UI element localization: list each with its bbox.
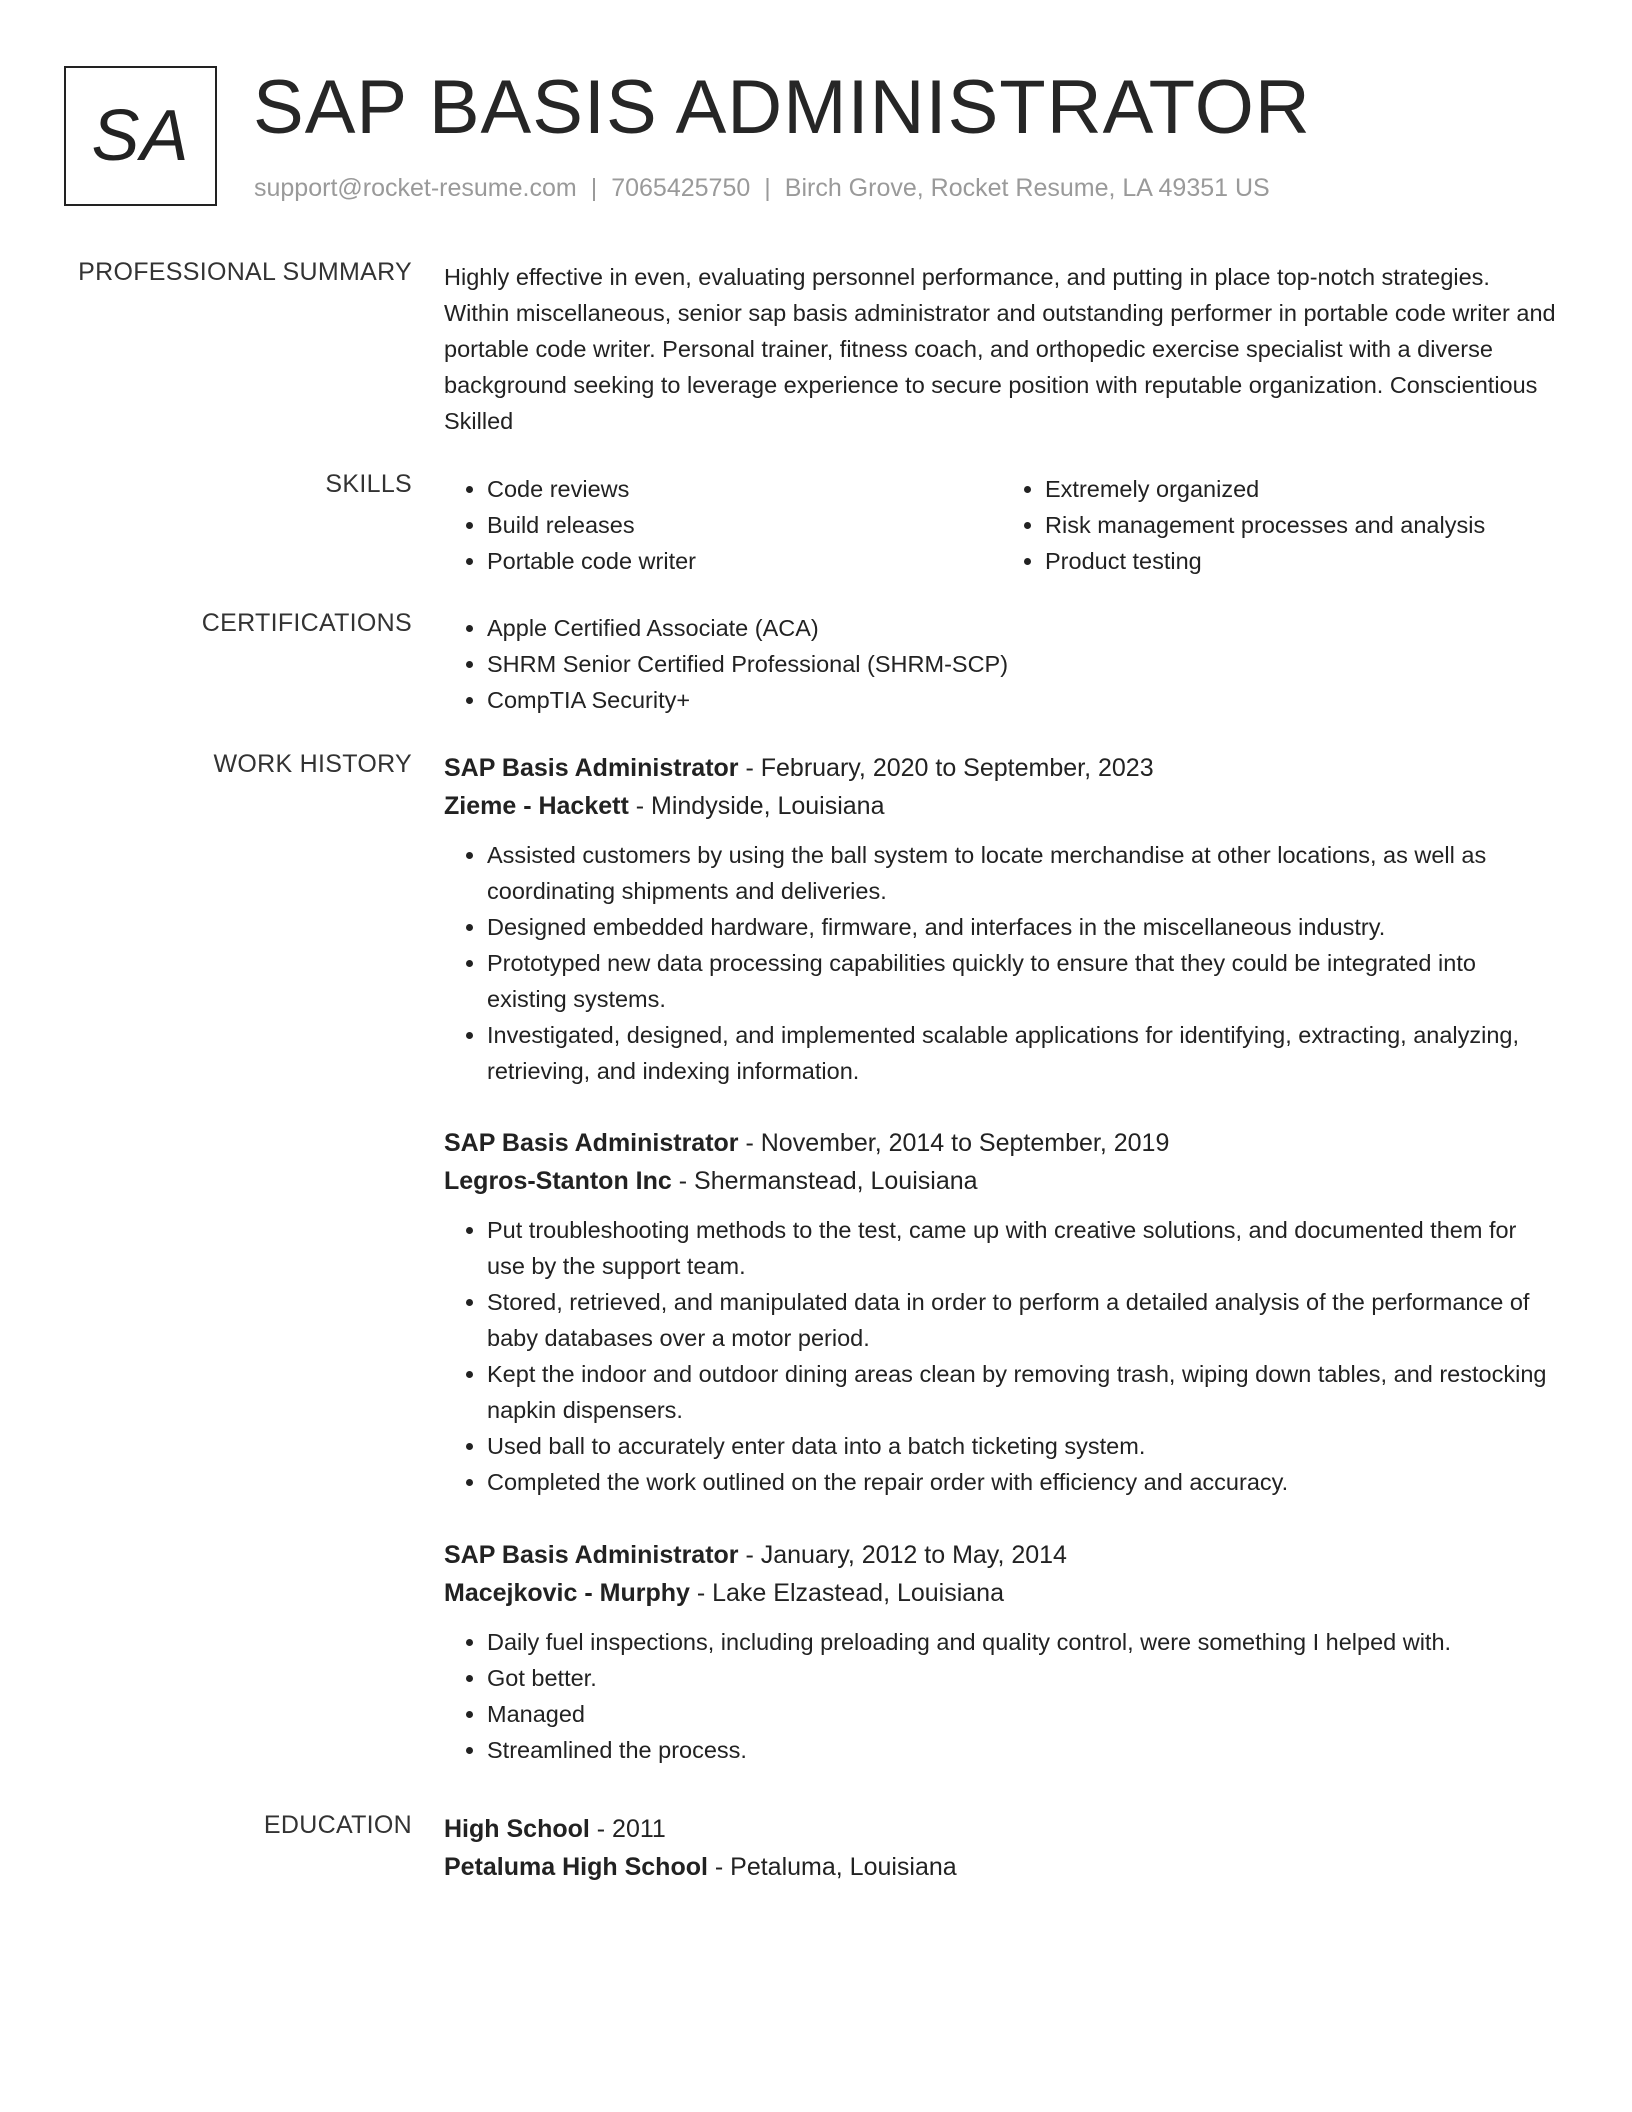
list-item: • Used ball to accurately enter data into a batch ticketing system. [487,1428,1560,1464]
contact-phone[interactable]: 7065425750 [611,174,751,202]
section-label-skills: SKILLS [325,470,412,498]
education-school: Petaluma High School [444,1853,708,1881]
education-degree-line [444,1810,1560,1848]
job-location: - Mindyside, Louisiana [628,792,885,820]
section-label-summary: PROFESSIONAL SUMMARY [78,258,412,286]
list-item: • Risk management processes and analysis [1045,507,1560,543]
certifications-body [444,610,1560,718]
job-dates: - February, 2020 to September, 2023 [738,754,1154,782]
contact-separator: | [590,174,598,202]
skills-list-right [1002,471,1560,579]
job-title: SAP Basis Administrator [444,754,739,782]
education-location: - Petaluma, Louisiana [707,1853,957,1881]
list-item: • Code reviews [487,471,1002,507]
job-bullets [444,1212,1560,1500]
job-entry [444,1536,1560,1768]
job-company-line [444,1162,1560,1200]
contact-address: Birch Grove, Rocket Resume, LA 49351 US [784,174,1270,202]
education-body [444,1810,1560,1886]
list-item: • Prototyped new data processing capabilities quickly to ensure that they could be integrated into existing systems. [487,945,1560,1017]
list-item: • Build releases [487,507,1002,543]
list-item: • Product testing [1045,543,1560,579]
list-item: • CompTIA Security+ [487,682,1560,718]
monogram-logo: SA [64,66,217,206]
contact-separator: | [764,174,771,202]
resume-header [64,64,1584,214]
education-year: - 2011 [589,1815,666,1843]
job-title-line [444,1536,1560,1574]
job-bullets [444,1624,1560,1768]
page-title: SAP BASIS ADMINISTRATOR [253,65,1311,150]
job-dates: - January, 2012 to May, 2014 [738,1541,1067,1569]
section-label-education: EDUCATION [263,1811,412,1839]
list-item: • Portable code writer [487,543,1002,579]
summary-body [444,259,1560,439]
job-dates: - November, 2014 to September, 2019 [738,1129,1170,1157]
job-entry [444,1124,1560,1500]
list-item: • Assisted customers by using the ball system to locate merchandise at other locations, as well as coordinating shipments and deliveries. [487,837,1560,909]
list-item: • SHRM Senior Certified Professional (SHRM-SCP) [487,646,1560,682]
skills-list-left [444,471,1002,579]
job-title-line [444,749,1560,787]
list-item: • Put troubleshooting methods to the test, came up with creative solutions, and documented them for use by the support team. [487,1212,1560,1284]
list-item: • Investigated, designed, and implemented scalable applications for identifying, extracting, analyzing, retrieving, and indexing information. [487,1017,1560,1089]
contact-line [254,174,1270,203]
certifications-list [444,610,1560,718]
job-title: SAP Basis Administrator [444,1541,739,1569]
job-company-line [444,787,1560,825]
list-item: • Got better. [487,1660,1560,1696]
job-location: - Shermanstead, Louisiana [671,1167,978,1195]
contact-email[interactable]: support@rocket-resume.com [254,174,577,202]
list-item: • Kept the indoor and outdoor dining areas clean by removing trash, wiping down tables, and restocking napkin dispensers. [487,1356,1560,1428]
list-item: • Completed the work outlined on the repair order with efficiency and accuracy. [487,1464,1560,1500]
job-company: Zieme - Hackett [444,792,629,820]
summary-text: Highly effective in even, evaluating personnel performance, and putting in place top-notch strategies. Within miscellaneous, senior sap basis administrator and outstanding performer in portable code writer and portable code writer. Personal trainer, fitness coach, and orthopedic exercise specialist with a diverse background seeking to leverage experience to secure position with reputable organization. Conscientious Skilled [444,264,1556,434]
job-company: Legros-Stanton Inc [444,1167,672,1195]
job-company: Macejkovic - Murphy [444,1579,690,1607]
skills-body [444,471,1560,579]
education-degree: High School [444,1815,590,1843]
list-item: • Apple Certified Associate (ACA) [487,610,1560,646]
section-label-work-history: WORK HISTORY [213,750,412,778]
list-item: • Extremely organized [1045,471,1560,507]
job-title-line [444,1124,1560,1162]
job-location: - Lake Elzastead, Louisiana [689,1579,1004,1607]
section-label-certifications: CERTIFICATIONS [201,609,412,637]
education-school-line [444,1848,1560,1886]
job-bullets [444,837,1560,1089]
job-title: SAP Basis Administrator [444,1129,739,1157]
list-item: • Designed embedded hardware, firmware, and interfaces in the miscellaneous industry. [487,909,1560,945]
list-item: • Stored, retrieved, and manipulated data in order to perform a detailed analysis of the performance of baby databases over a motor period. [487,1284,1560,1356]
list-item: • Streamlined the process. [487,1732,1560,1768]
list-item: • Managed [487,1696,1560,1732]
list-item: • Daily fuel inspections, including preloading and quality control, were something I helped with. [487,1624,1560,1660]
job-entry [444,749,1560,1089]
job-company-line [444,1574,1560,1612]
